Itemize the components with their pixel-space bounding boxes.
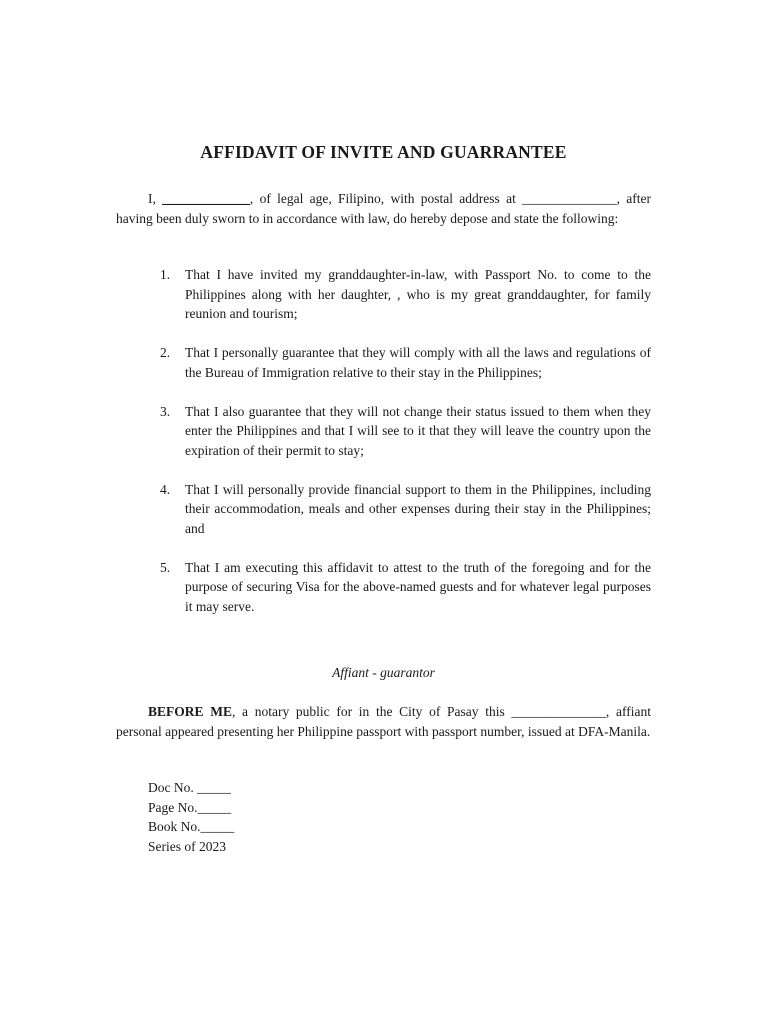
statement-item (116, 480, 651, 539)
statement-text: That I personally guarantee that they will comply with all the laws and regulations of the Bureau of Immigration relative to their stay in the Philippines; (185, 345, 651, 380)
page-number-line: Page No._____ (148, 799, 232, 815)
doc-number-line: Doc No. _____ (148, 780, 231, 795)
statement-number: 5. (160, 559, 171, 575)
intro-text: , of legal age, Filipino, with postal address at ______________, after having been duly sworn to in accordance with law, do hereby depose and state the following: (116, 191, 651, 226)
statement-item (116, 343, 651, 382)
statement-list (116, 265, 651, 636)
statement-text: That I will personally provide financial support to them in the Philippines, including their accommodation, meals and other expenses during their stay in the Philippines; and (185, 481, 651, 536)
statement-text: That I have invited my granddaughter-in-law, with Passport No. to come to the Philippines along with her daughter, , who is my great granddaughter, for family reunion and tourism; (185, 267, 651, 321)
book-number-line: Book No._____ (148, 819, 235, 834)
before-me-text: , a notary public for in the City of Pasay this ______________, affiant personal appeared presenting her Philippine passport with passport number, issued at DFA-Manila. (116, 704, 651, 739)
statement-number: 1. (160, 267, 171, 282)
statement-text: That I also guarantee that they will not change their status issued to them when they enter the Philippines and that I will see to it that they will leave the country upon the expiration of their permit to stay; (185, 403, 651, 458)
notary-paragraph (116, 702, 651, 741)
statement-item (116, 402, 651, 461)
statement-number: 3. (160, 403, 171, 419)
document-title: AFFIDAVIT OF INVITE AND GUARRANTEE (200, 142, 567, 162)
affiant-signature-label: Affiant - guarantor (332, 665, 435, 680)
series-line: Series of 2023 (148, 838, 226, 854)
statement-text: That I am executing this affidavit to attest to the truth of the foregoing and for the purpose of securing Visa for the above-named guests and for whatever legal purposes it may serve. (185, 559, 651, 614)
notary-register (148, 778, 234, 856)
intro-paragraph (116, 189, 651, 228)
statement-item (116, 265, 651, 324)
statement-number: 2. (160, 345, 171, 360)
before-me-lead: BEFORE ME (148, 704, 232, 719)
statement-number: 4. (160, 481, 171, 497)
intro-prefix: I, (148, 191, 163, 206)
statement-item (116, 558, 651, 617)
name-blank: _____________ (162, 191, 250, 206)
